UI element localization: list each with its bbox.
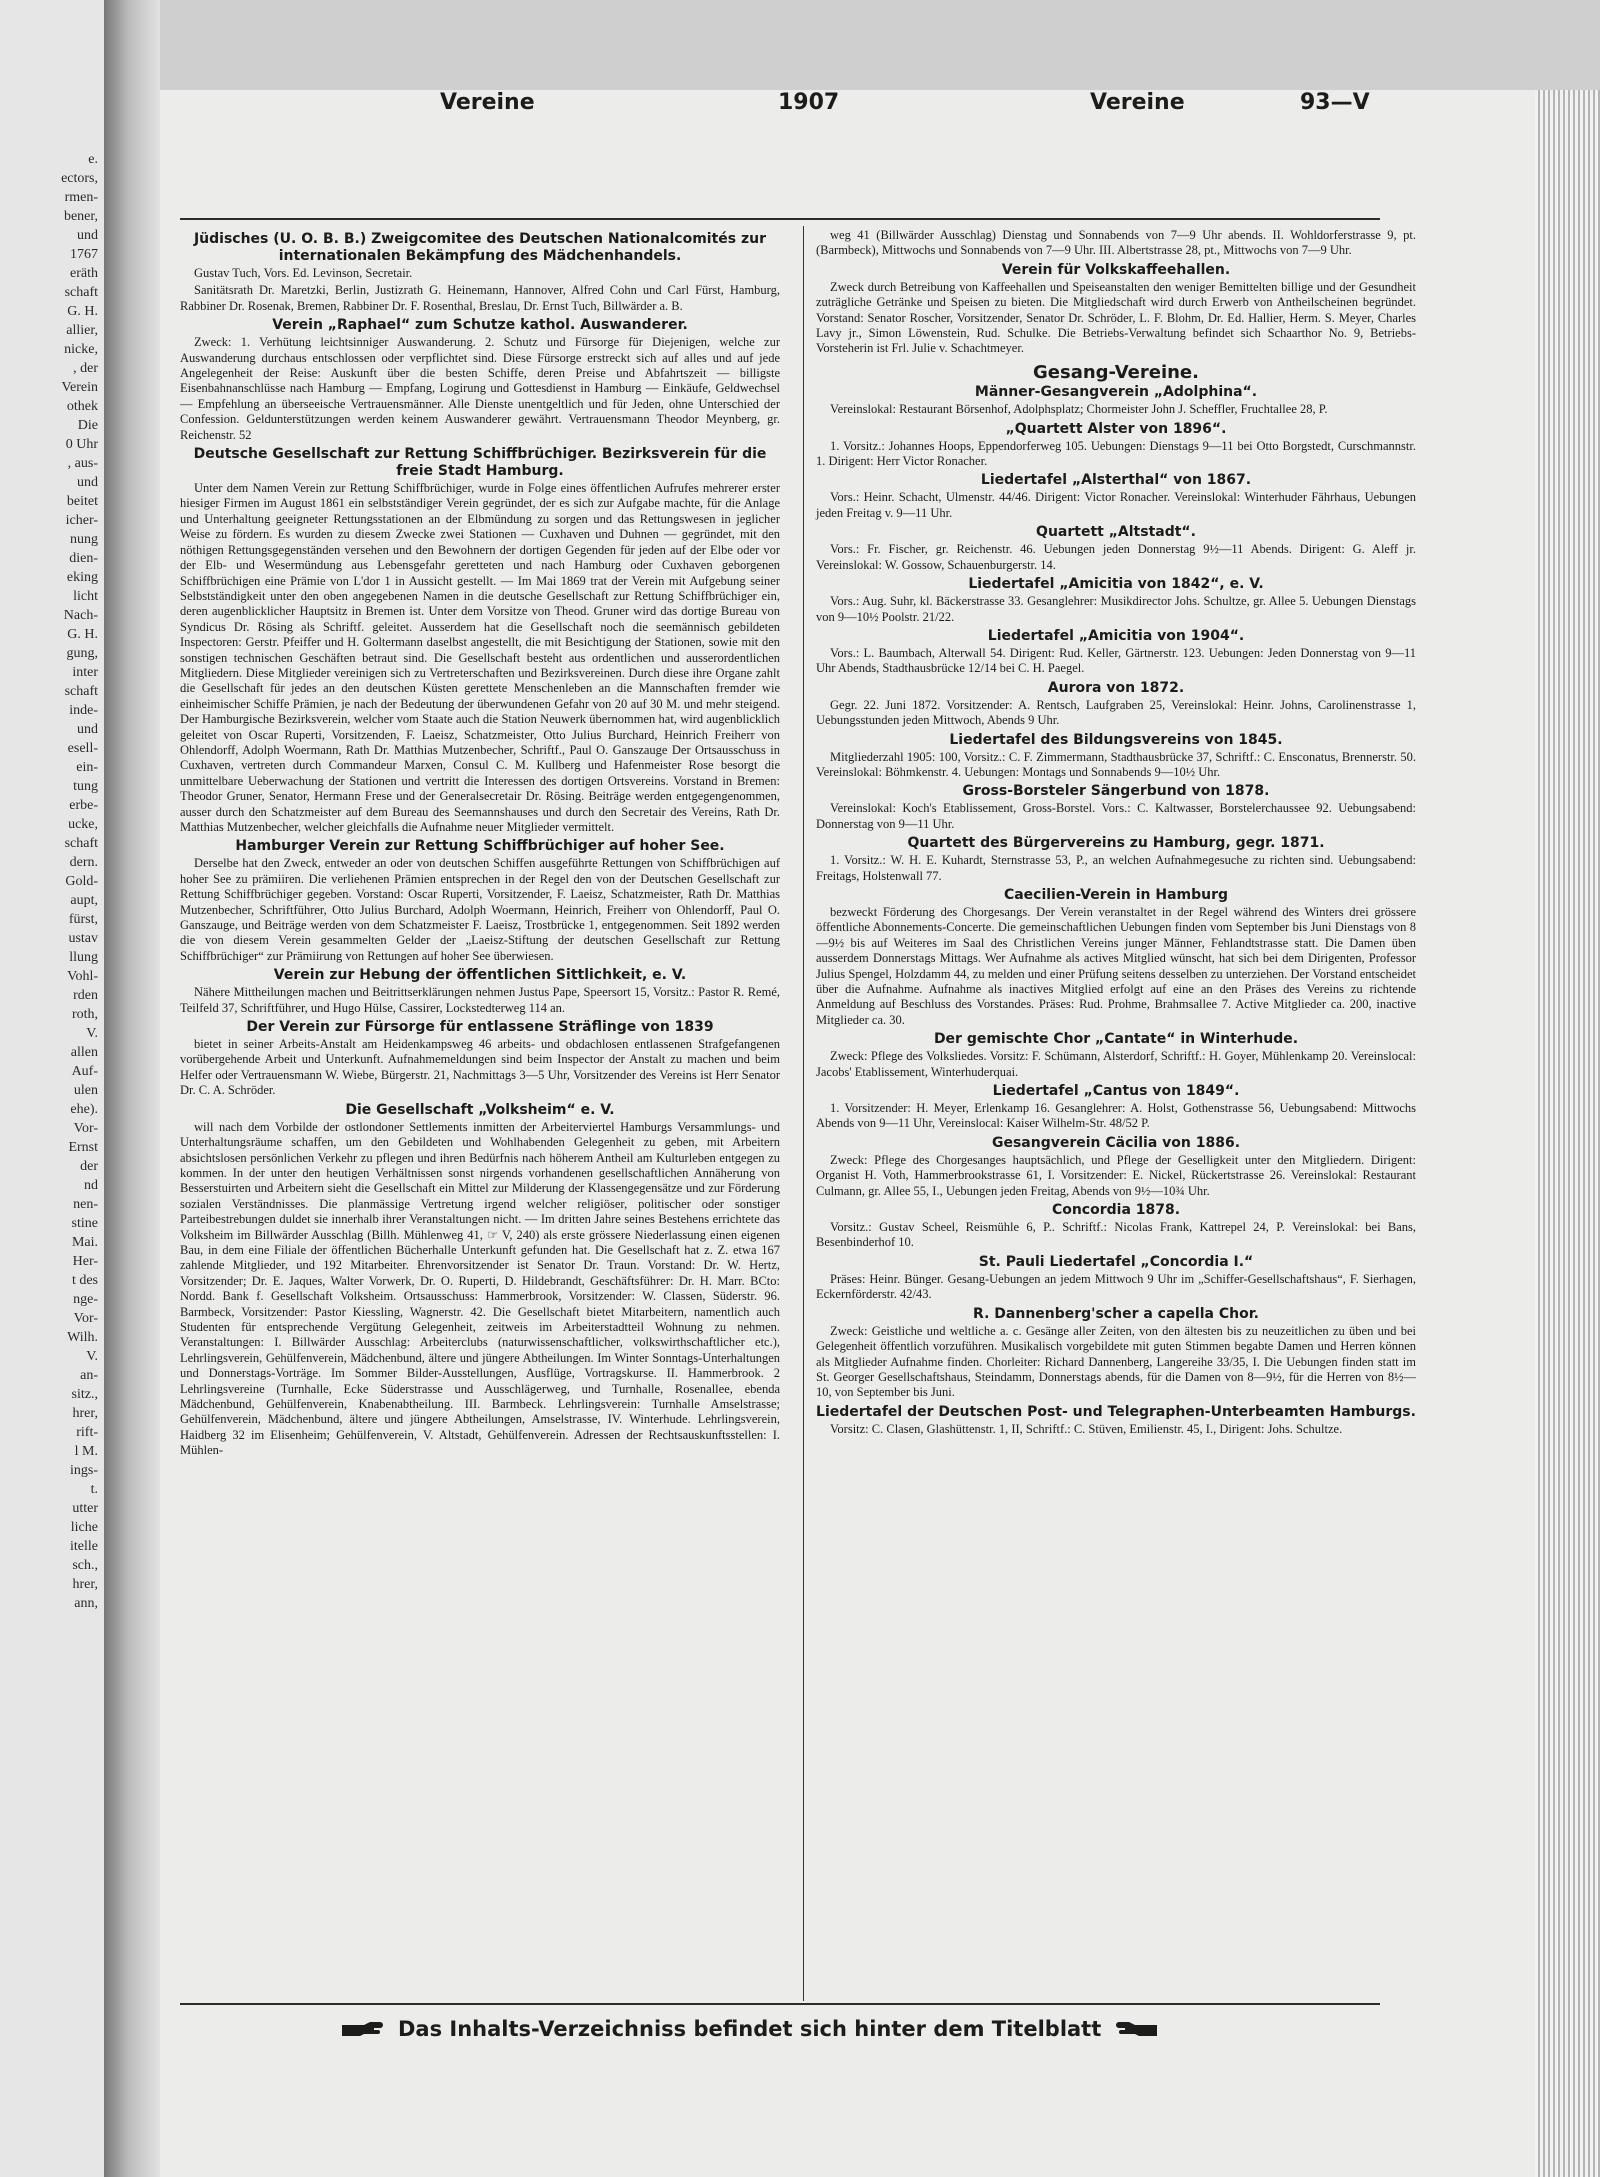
singing-club-entry [816, 1031, 1416, 1080]
footer-text: Das Inhalts-Verzeichniss befindet sich hinter dem Titelblatt [398, 2017, 1102, 2041]
singing-club-entry [816, 835, 1416, 884]
margin-fragment: ulen [73, 1083, 98, 1098]
entry-text: Vors.: Fr. Fischer, gr. Reichenstr. 46. Uebungen jeden Donnerstag 9½—11 Abends. Dirigent: G. Aleff jr. Vereinslokal: W. Gossow, Schauenburgerstr. 14. [816, 542, 1416, 572]
right-column [816, 228, 1416, 1439]
margin-fragment: stine [71, 1216, 98, 1231]
margin-fragment: Gold- [65, 874, 98, 889]
singing-club-entry [816, 887, 1416, 1028]
entry-text: Vereinslokal: Restaurant Börsenhof, Adolphsplatz; Chormeister John J. Scheffler, Fruchtallee 28, P. [830, 402, 1328, 417]
column-divider [803, 226, 804, 2001]
margin-fragment: roth, [71, 1007, 98, 1022]
entry-title: Quartett „Altstadt“. [1036, 524, 1196, 541]
entry-text: Vors.: Heinr. Schacht, Ulmenstr. 44/46. Dirigent: Victor Ronacher. Vereinslokal: Winterhuder Fährhaus, Uebungen jeden Freitag v. 9—11 Uhr. [816, 490, 1416, 520]
entry-text: weg 41 (Billwärder Ausschlag) Dienstag und Sonnabends von 7—9 Uhr abends. II. Wohldorferstrasse 9, pt. (Barmbeck), Mittwochs und Sonnabends von 7—9 Uhr. III. Albertstrasse 28, pt., Mittwochs von 7—9 Uhr. [816, 228, 1416, 258]
margin-fragment: rift- [76, 1425, 98, 1440]
entry-text: bezweckt Förderung des Chorgesangs. Der Verein veranstaltet in der Regel während des Winters drei grössere öffentliche Abonnements-Concerte. Die gemeinschaftlichen Uebungen finden vom September bis Juni Dienstags von 8—9½ bis auf Weiteres im Saal des Christlichen Vereins junger Männer, Fehlandtstrasse statt. Die Damen üben ausserdem Donnerstags Mittags. Wer Aufnahme als actives Mitglied wünscht, hat sich bei dem Dirigenten, Professor Julius Spengel, Holzdamm 44, zu melden und einer Prüfung seitens desselben zu unterziehen. Der Vorstand entscheidet über die Aufnahme. Aufnahme als inactives Mitglied erfolgt auf eine an den Präses des Vereins zu richtende Anmeldung auf Beschluss des Vorstandes. Präses: Rud. Prohme, Brahmsallee 7. Active Mitglieder ca. 200, inactive Mitglieder ca. 30. [816, 904, 1416, 1027]
margin-fragment: 1767 [70, 247, 98, 262]
entry-text: Derselbe hat den Zweck, entweder an oder von deutschen Schiffen ausgeführte Rettungen von Schiffbrüchigen auf hoher See zu prämiiren. Die verliehenen Prämien entsprechen in der Regel den von der Deutschen Gesellschaft zur Rettung Schiffbrüchiger gegeben. Vorstand: Oscar Ruperti, Vorsitzender, F. Laeisz, Schatzmeister, Rath Dr. Matthias Mutzenbecher, Schriftführer, Otto Julius Burchard, Adolph Woermann, Heinrich, Freiherr von Ohlendorff, Paul O. Ganszauge, und Beiträge werden von dem Schatzmeister F. Laeisz, Trostbrücke 1, entgegenommen. Seit 1892 werden die von diesem Verein gesammelten Gelder der „Laeisz-Stiftung der deutschen Gesellschaft zur Rettung Schiffbrüchiger“ zur Prämiirung von Rettungen auf hoher See überwiesen. [180, 856, 780, 963]
entry-title: Jüdisches (U. O. B. B.) Zweigcomitee des Deutschen Nationalcomités zur internationalen Bekämpfung des Mädchenhandels. [193, 231, 767, 264]
margin-fragment: Vor- [73, 1311, 98, 1326]
entry-text: Vors.: L. Baumbach, Alterwall 54. Dirigent: Rud. Keller, Gärtnerstr. 123. Uebungen: Jeden Donnerstag von 9—11 Uhr Abends, Stadthausbrücke 12/14 bei C. H. Paegel. [816, 645, 1416, 676]
entry-title: Aurora von 1872. [1047, 679, 1185, 696]
margin-fragment: Ernst [68, 1140, 98, 1155]
header-rule [180, 218, 1380, 220]
margin-fragment: tung [73, 779, 98, 794]
margin-fragment: t des [71, 1273, 98, 1288]
margin-fragment: ucke, [68, 817, 98, 832]
singing-club-entry [816, 783, 1416, 832]
margin-fragment: inde- [69, 703, 98, 718]
entry-text: Vereinslokal: Koch's Etablissement, Gross-Borstel. Vors.: C. Kaltwasser, Borstelerchaussee 92. Uebungsabend: Donnerstag von 9—11 Uhr. [816, 801, 1416, 831]
margin-fragment: nicke, [64, 342, 98, 357]
margin-fragment: icher- [65, 513, 98, 528]
entry-text: will nach dem Vorbilde der ostlondoner Settlements inmitten der Arbeiterviertel Hamburgs Versammlungs- und Unterhaltungsräume schaffen, um den Gebildeten und Wohlhabenden Gelegenheit zu geben, mit Arbeitern absichtslosen persönlichen Verkehr zu pflegen und ihren Bedürfnis nach höherem Antheil am Kulturleben entgegen zu kommen. In der unter den heutigen Verhältnissen sonst nirgends vorhandenen gesellschaftlichen Annäherung von Besserstuirten und Arbeitern sieht die Gesellschaft ein Mittel zur Milderung der Klassengegensätze und zur Förderung sozialen Verständnisses. Die planmässige Vertretung irgend welcher religiöser, politischer oder sonstiger Parteibestrebungen duldet sie innerhalb ihrer Veranstaltungen nicht. — Im dritten Jahre seines Bestehens errichtete das Volksheim im Billwärder Ausschlag (Billh. Mühlenweg 41, ☞ V, 240) als erste grössere Niederlassung einen eigenen Bau, in dem eine Filiale der öffentlichen Bücherhalle Unterkunft gefunden hat. Die Gesellschaft hat z. Z. etwa 167 zahlende Mitglieder, und 192 Mitarbeiter. Ehrenvorsitzender ist Senator Dr. Traun. Vorstand: Dr. W. Hertz, Vorsitzender; Dr. E. Jaques, Walter Vorwerk, Dr. O. Ruperti, D. Hildebrandt, Geschäftsführer: Dr. H. Marr. BCto: Nordd. Bank f. Gesellschaft Volksheim. Ortsausschuss: Hammerbrook, Vorsitzender: W. Classen, Süderstr. 96. Barmbeck, Vorsitzender: Pastor Kiessling, Wagnerstr. 42. Die Gesellschaft bietet Mitarbeitern, namentlich auch Studenten für entsprechende Vergütung Gelegenheit, zeitweis im Arbeiterstadtteil Wohnung zu nehmen. Veranstaltungen: I. Billwärder Ausschlag: Arbeiterclubs (naturwissenschaftlicher, volkswirthschaftlicher etc.), Lehrlingsverein, Gehülfenverein, Mädchenbund, ältere und jüngere Abtheilungen. Im Winter Sonntags-Unterhaltungen und Donnerstags-Vorträge. Im Sommer Bilder-Ausstellungen, Ausflüge, Vortragskurse. II. Hammerbrook. 2 Lehrlingsvereine (Turnhalle, Ecke Süderstrasse und Ausschlägerweg, und Turnhalle, Rosenallee, ebenda Mädchenbund, Gehülfenverein, Knabenabtheilung. III. Barmbeck. Lehrlingsverein: Turnhalle Amselstrasse; Gehülfenverein, Mädchenbund, ältere und jüngere Abtheilungen, Amselstrasse, IV. Winterhude. Lehrlingsverein, Haidberg 32 im Elisenheim; Gehülfenverein, V. Altstadt, Gehülfenverein. Adressen der Rechtsauskunftsstellen: I. Mühlen- [180, 1119, 780, 1458]
singing-club-entry [816, 421, 1416, 470]
margin-spacer [0, 0, 104, 150]
entry-text: Vorsitz.: Gustav Scheel, Reismühle 6, P.. Schriftf.: Nicolas Frank, Kattrepel 24, P. Vereinslokal: bei Bans, Besenbinderhof 10. [816, 1220, 1416, 1250]
entry-text: Zweck: Pflege des Volksliedes. Vorsitz: F. Schümann, Alsterdorf, Schriftf.: H. Goyer, Mühlenkamp 20. Vereinslocal: Jacobs' Etablissement, Winterhuderquai. [816, 1049, 1416, 1079]
entry-title: Der gemischte Chor „Cantate“ in Winterhude. [933, 1031, 1299, 1048]
singing-club-entry [816, 1254, 1416, 1303]
margin-fragment: Nach- [63, 608, 98, 623]
margin-fragment: itelle [70, 1539, 98, 1554]
entry-title: St. Pauli Liedertafel „Concordia I.“ [978, 1253, 1254, 1270]
entry-title: Verein „Raphael“ zum Schutze kathol. Auswanderer. [272, 317, 688, 334]
margin-fragment: erbe- [69, 798, 98, 813]
margin-fragment: rmen- [64, 190, 98, 205]
margin-fragment: Die [77, 418, 98, 433]
continued-entry [816, 228, 1416, 259]
entry-title: „Quartett Alster von 1896“. [1005, 420, 1227, 437]
margin-fragment: schaft [64, 836, 98, 851]
margin-fragment: beitet [66, 494, 98, 509]
association-entry [816, 262, 1416, 357]
margin-fragment: licht [73, 589, 98, 604]
margin-fragment: liche [70, 1520, 98, 1535]
page-number: 93—V [1300, 90, 1370, 115]
singing-club-entry [816, 732, 1416, 781]
entry-title: Der Verein zur Fürsorge für entlassene Sträflinge von 1839 [246, 1019, 714, 1036]
margin-fragment: V. [86, 1349, 98, 1364]
margin-fragment: schaft [64, 684, 98, 699]
margin-fragment: fürst, [68, 912, 98, 927]
margin-fragment: e. [88, 152, 98, 167]
margin-fragment: aupt, [70, 893, 98, 908]
margin-fragment: Vor- [73, 1121, 98, 1136]
singing-club-entry [816, 1135, 1416, 1199]
entry-title: R. Dannenberg'scher a capella Chor. [973, 1305, 1259, 1322]
margin-fragment: eräth [70, 266, 98, 281]
margin-fragment: allier, [66, 323, 98, 338]
association-entry [180, 317, 780, 443]
footer-notice [340, 2014, 1340, 2044]
header-year: 1907 [778, 90, 840, 115]
entry-title: Liedertafel „Amicitia von 1904“. [987, 627, 1245, 644]
margin-fragment: Mai. [71, 1235, 98, 1250]
entry-text: Vors.: Aug. Suhr, kl. Bäckerstrasse 33. Gesanglehrer: Musikdirector Johs. Schultze, gr. Allee 5. Uebungen Dienstags von 9—10½ Poolstr. 21/22. [816, 594, 1416, 624]
singing-club-entry [816, 1306, 1416, 1401]
margin-fragment: , aus- [67, 456, 98, 471]
entry-title: Gesangverein Cäcilia von 1886. [991, 1134, 1241, 1151]
entry-text: Unter dem Namen Verein zur Rettung Schiffbrüchiger, wurde in Folge eines öffentlichen Aufrufes mehrerer erster hiesiger Firmen im August 1861 ein selbstständiger Verein gegründet, der es sich zur Aufgabe machte, für die Anlage und Unterhaltung geeigneter Rettungsstationen an der Elbmündung zu sorgen und das Rettungswesen in jeglicher Weise zu fördern. Es wurden zu diesem Zwecke zwei Stationen — Cuxhaven und Duhnen — gegründet, mit den nöthigen Rettungsgegenständen versehen und den Bewohnern der dortigen Gegenden für jeden auf der Elbe oder vor der Elb- und Wesermündung aus Lebensgefahr geretteten und nach Hamburg oder Cuxhaven geborgenen Schiffbrüchigen eine Prämie von L'dor 1 in Aussicht gestellt. — Im Mai 1869 trat der Verein mit Aufgebung seiner Selbstständigkeit unter den oben angegebenen Namen in die deutsche Gesellschaft zur Rettung Schiffbrüchiger ein, deren augenblicklicher Hauptsitz in Bremen ist. Unter dem Vorsitze von Theod. Gruner wird das dortige Bureau von Syndicus Dr. Rösing als Schriftf. geleitet. Ausserdem hat die Gesellschaft noch die seemännisch gebildeten Inspectoren: Gerstr. Pfeiffer und H. Goltermann daselbst angestellt, die mit Besichtigung der Stationen, sowie mit den sonstigen technischen Geschäften betraut sind. Die Gesellschaft besteht aus ordentlichen und ausserordentlichen Mitgliedern. Diese Mitglieder vereinigen sich zu Vertreterschaften und Bezirksvereinen. Durch diese ihre Organe zahlt die Gesellschaft für jedes an den deutschen Küsten gerettete Menschenleben an die Mannschaften fremder wie einheimischer Schiffe Prämien, je nach der Bedeutung der überwundenen Gefahr von 20 auf 30 M. und mehr steigend. Der Hamburgische Bezirksverein, welcher vom Staate auch die Station Neuwerk übernommen hat, wird augenblicklich geleitet von Oscar Ruperti, Vorsitzenden, F. Laeisz, Schatzmeister, Otto Julius Burchard, Heinrich Freiherr von Ohlendorff, Adolph Woermann, Rath Dr. Matthias Mutzenbecher, Schriftf., Paul O. Ganszauge Der Ortsausschuss in Cuxhaven, vertreten durch Commandeur Marxen, Consul C. M. Kullberg und Hafenmeister Rose besorgt die unmittelbare Ueberwachung der Stationen und vertritt die Interessen des dortigen Ortsvereins. Vorstand in Bremen: Theodor Gruner, Senator, Hermann Frese und der Generalsecretair Dr. Rösing. Beiträge werden entgegengenommen, ausser durch den Schatzmeister auf dem Bureau des Seemannshauses und durch den Secretair des Vereins, Rath Dr. Matthias Mutzenbecher, welcher gleichfalls die Aufnahme neuer Mitglieder vermittelt. [180, 481, 780, 834]
entry-text: Zweck: Pflege des Chorgesanges hauptsächlich, und Pflege der Geselligkeit unter den Mitgliedern. Dirigent: Organist H. Voth, Hammerbrookstrasse 61, I. Vorsitzender: E. Nickel, Rückertstrasse 26. Vereinslokal: Restaurant Culmann, gr. Allee 55, I., Uebungen jeden Freitag, Abends von 9½—10¾ Uhr. [816, 1152, 1416, 1198]
margin-fragment: dern. [69, 855, 98, 870]
association-entry [180, 1102, 780, 1459]
margin-fragment: der [80, 1159, 98, 1174]
entry-title: Liedertafel „Alsterthal“ von 1867. [980, 472, 1252, 489]
entry-title: Concordia 1878. [1051, 1202, 1181, 1219]
entry-title: Liedertafel „Cantus von 1849“. [992, 1083, 1240, 1100]
margin-fragment: Auf- [71, 1064, 98, 1079]
margin-fragment: esell- [67, 741, 98, 756]
previous-page-margin [0, 0, 106, 2177]
margin-fragment: nung [70, 532, 98, 547]
header-left: Vereine [440, 90, 535, 115]
singing-club-entry [816, 628, 1416, 677]
entry-title: Quartett des Bürgervereins zu Hamburg, gegr. 1871. [907, 835, 1325, 852]
margin-fragment: nen- [73, 1197, 98, 1212]
margin-fragment: ustav [68, 931, 98, 946]
singing-club-entry [816, 680, 1416, 729]
entry-text: 1. Vorsitz.: W. H. E. Kuhardt, Sternstrasse 53, P., an welchen Aufnahmegesuche zu richten sind. Uebungsabend: Freitags, Holstenwall 77. [816, 853, 1416, 883]
page-stack-edge [1535, 90, 1600, 2177]
entry-text: Präses: Heinr. Bünger. Gesang-Uebungen an jedem Mittwoch 9 Uhr im „Schiffer-Gesellschaftshaus“, F. Sierhagen, Eckernförderstr. 42/43. [816, 1271, 1416, 1302]
margin-fragment: G. H. [67, 304, 98, 319]
singing-club-entry [816, 1083, 1416, 1132]
margin-fragment: sitz., [71, 1387, 98, 1402]
margin-fragment: und [77, 722, 98, 737]
entry-title: Liedertafel des Bildungsvereins von 1845. [949, 731, 1283, 748]
book-gutter [104, 0, 160, 2177]
margin-fragment: eking [66, 570, 98, 585]
singing-club-entry [816, 576, 1416, 625]
entry-title: Männer-Gesangverein „Adolphina“. [974, 384, 1258, 401]
margin-fragment: an- [80, 1368, 98, 1383]
association-entry [180, 446, 780, 835]
margin-fragment: und [77, 228, 98, 243]
margin-fragment: sch., [72, 1558, 98, 1573]
section-heading: Gesang-Vereine. [1033, 361, 1199, 383]
margin-fragment: allen [70, 1045, 98, 1060]
margin-fragment: rden [73, 988, 98, 1003]
entry-title: Caecilien-Verein in Hamburg [1003, 886, 1229, 903]
singing-club-entry [816, 524, 1416, 573]
running-header [0, 90, 1400, 120]
entry-text: 1. Vorsitzender: H. Meyer, Erlenkamp 16. Gesanglehrer: A. Holst, Gothenstrasse 56, Uebungsabend: Mittwochs Abends von 9—11 Uhr, Vereinslocal: Kaiser Wilhelm-Str. 48/52 P. [816, 1101, 1416, 1131]
margin-fragment: und [77, 475, 98, 490]
margin-fragment: V. [86, 1026, 98, 1041]
entry-text: Zweck: Geistliche und weltliche a. c. Gesänge aller Zeiten, von den ältesten bis zu neuzeitlichen zu üben und bei Gelegenheit öffentlich vorzuführen. Musikalisch vorgebildete mit guten Stimmen begabte Damen und Herren können als Mitglieder Aufnahme finden. Chorleiter: Richard Dannenberg, Langereihe 33/35, I. Die Uebungen finden statt im St. Georger Gesellschaftshaus, Steindamm, Donnerstags abends, für die Damen von 8—9½, für die Herren von 8½—10, von September bis Juni. [816, 1323, 1416, 1400]
margin-fragment: l M. [74, 1444, 98, 1459]
margin-fragment: ehe). [70, 1102, 98, 1117]
entry-title: Die Gesellschaft „Volksheim“ e. V. [345, 1101, 615, 1118]
entry-text: bietet in seiner Arbeits-Anstalt am Heidenkampsweg 46 arbeits- und obdachlosen entlassenen Strafgefangenen vorübergehende Arbeit und Unterkunft. Aufnahmemeldungen sind beim Inspector der Anstalt zu machen und beim Helfer oder Vertrauensmann W. Wiebe, Bürgerstr. 21, Nachmittags 3—5 Uhr, Vorsitzender des Vereins ist Herr Senator Dr. C. A. Schröder. [180, 1037, 780, 1098]
margin-fragment: Her- [72, 1254, 98, 1269]
margin-fragment: 0 Uhr [65, 437, 98, 452]
margin-fragment: t. [90, 1482, 98, 1497]
entry-title: Gross-Borsteler Sängerbund von 1878. [962, 783, 1270, 800]
margin-fragment: ann, [74, 1596, 98, 1611]
margin-fragment: ings- [70, 1463, 98, 1478]
entry-title: Verein zur Hebung der öffentlichen Sittlichkeit, e. V. [273, 967, 687, 984]
association-entry [180, 838, 780, 964]
association-entry [180, 1019, 780, 1099]
margin-fragment: , der [73, 361, 98, 376]
margin-fragment: gung, [66, 646, 98, 661]
singing-club-entry [816, 1404, 1416, 1437]
entry-text: Zweck durch Betreibung von Kaffeehallen und Speiseanstalten den weniger Bemittelten billige und der Gesundheit zuträgliche Getränke und Speisen zu bieten. Die Mitgliedschaft wird durch Erwerb von Antheilscheinen begründet. Vorstand: Senator Roscher, Vorsitzender, Senator Dr. Schröder, L. F. Blohm, Dr. Ed. Hallier, Herm. S. Meyer, Charles Lavy jr., Simon Löwenstein, Rud. Schulke. Die Betriebs-Verwaltung befindet sich Schaarthor No. 9, Betriebs-Vorsteherin ist Frl. Julie v. Schachtmeyer. [816, 279, 1416, 356]
margin-fragment: nd [84, 1178, 98, 1193]
margin-fragment: G. H. [67, 627, 98, 642]
margin-fragment: dien- [69, 551, 98, 566]
margin-fragment: llung [69, 950, 98, 965]
margin-fragment: Vohl- [67, 969, 98, 984]
footer-rule [180, 2003, 1380, 2005]
margin-fragment: hrer, [72, 1577, 98, 1592]
margin-fragment: othek [66, 399, 98, 414]
singing-club-entry [816, 472, 1416, 521]
margin-fragment: bener, [63, 209, 98, 224]
singing-club-entry [816, 1202, 1416, 1251]
entry-text: 1. Vorsitz.: Johannes Hoops, Eppendorferweg 105. Uebungen: Dienstags 9—11 bei Otto Borgstedt, Curschmannstr. 1. Dirigent: Herr Victor Ronacher. [816, 438, 1416, 469]
margin-fragment: Verein [61, 380, 98, 395]
entry-text: Zweck: 1. Verhütung leichtsinniger Auswanderung. 2. Schutz und Fürsorge für Diejenigen, welche zur Auswanderung durchaus entschlossen oder verpflichtet sind. Diese Fürsorge erstreckt sich auf alles und auf jede Angelegenheit der Reise: Auskunft über die besten Schiffe, deren Preise und Abfahrtszeit — billigste Eisenbahnanschlüsse nach Hamburg — Empfang, Logirung und Gottesdienst in Hamburg — Einkäufe, Geldwechsel — Empfehlung an überseeische Vertrauensmänner. Alle Dienste unentgeltlich und für Jeden, ohne Unterschied der Confession. Geldunterstützungen werden keinem Auswanderer gewährt. Vertrauensmann Theodor Meynberg, gr. Reichenstr. 52 [180, 335, 780, 442]
margin-fragment: nge- [73, 1292, 98, 1307]
entry-text: Mitgliederzahl 1905: 100, Vorsitz.: C. F. Zimmermann, Stadthausbrücke 37, Schriftf.: C. Ensconatus, Brennerstr. 50. Vereinslokal: Böhmkenstr. 4. Uebungen: Montags und Sonnabends 9—10½ Uhr. [816, 749, 1416, 779]
singing-club-entry [816, 384, 1416, 417]
entry-text: Sanitätsrath Dr. Maretzki, Berlin, Justizrath G. Heinemann, Hannover, Alfred Cohn und Carl Fürst, Hamburg, Rabbiner Dr. Rosenak, Bremen, Rabbiner Dr. F. Rosenthal, Breslau, Dr. Ernst Tuch, Billwärder a. B. [180, 283, 780, 313]
margin-fragment: utter [72, 1501, 98, 1516]
entry-title: Liedertafel „Amicitia von 1842“, e. V. [968, 576, 1264, 593]
entry-title: Deutsche Gesellschaft zur Rettung Schiffbrüchiger. Bezirksverein für die freie Stadt Hamburg. [193, 446, 767, 480]
entry-text: Vorsitz: C. Clasen, Glashüttenstr. 1, II, Schriftf.: C. Stüven, Emilienstr. 45, I., Dirigent: Johs. Schultze. [830, 1421, 1343, 1436]
margin-fragment: hrer, [72, 1406, 98, 1421]
margin-fragment: inter [72, 665, 98, 680]
entry-text: Gegr. 22. Juni 1872. Vorsitzender: A. Rentsch, Laufgraben 25, Vereinslokal: Heinr. Johns, Carolinenstrasse 1, Uebungsstunden jeden Mittwoch, Abends 9 Uhr. [816, 697, 1416, 728]
entry-title: Verein für Volkskaffeehallen. [1001, 261, 1231, 278]
association-entry [180, 967, 780, 1016]
left-column [180, 228, 780, 1461]
pointing-hand-right-icon [340, 2020, 384, 2038]
header-center: Vereine [1090, 90, 1185, 115]
pointing-hand-left-icon [1115, 2020, 1159, 2038]
margin-fragment: schaft [64, 285, 98, 300]
entry-title: Liedertafel der Deutschen Post- und Telegraphen-Unterbeamten Hamburgs. [816, 1403, 1416, 1420]
entry-text: Nähere Mittheilungen machen und Beitrittserklärungen nehmen Justus Pape, Speersort 15, Vorsitz.: Pastor R. Remé, Teilfeld 37, Schriftführer, und Hugo Hülse, Cassirer, Lockstedterweg 114 an. [180, 985, 780, 1015]
entry-text: Gustav Tuch, Vors. Ed. Levinson, Secretair. [194, 266, 413, 280]
entry-title: Hamburger Verein zur Rettung Schiffbrüchiger auf hoher See. [235, 838, 725, 855]
margin-fragment: ein- [76, 760, 98, 775]
margin-fragment: ectors, [61, 171, 98, 186]
margin-fragment: Wilh. [67, 1330, 98, 1345]
association-entry [180, 231, 780, 314]
